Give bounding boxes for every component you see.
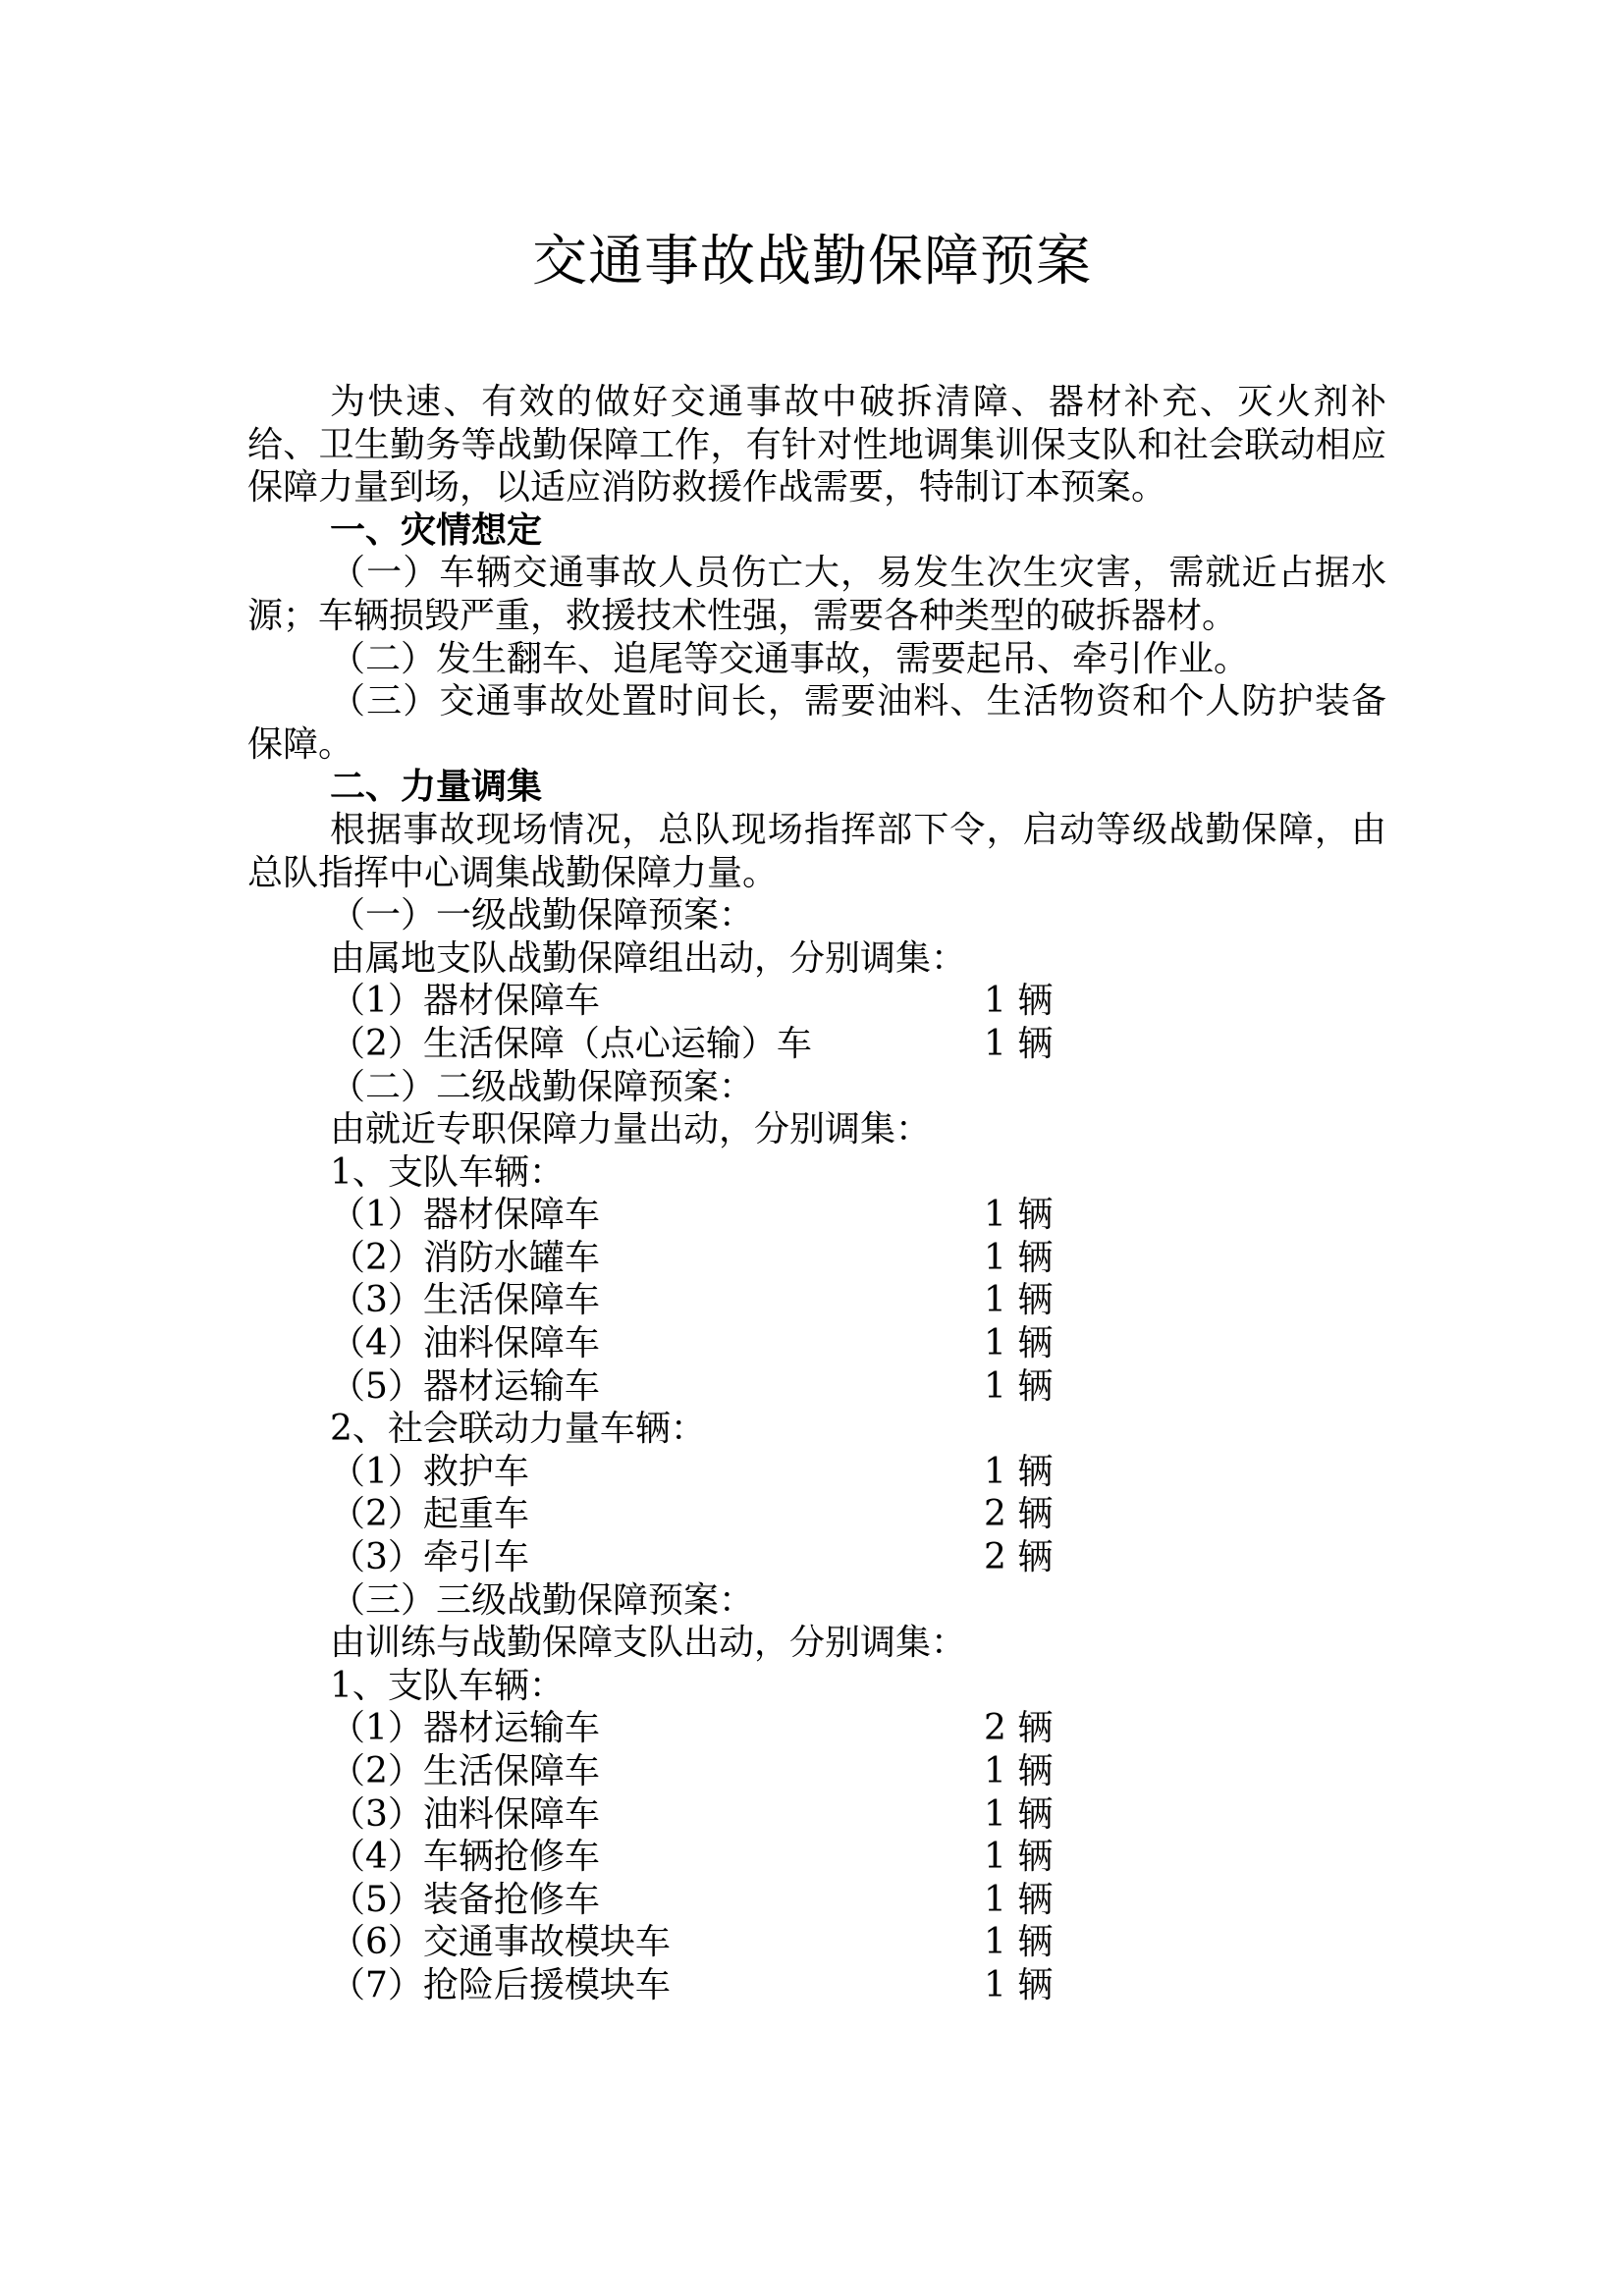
document-body bbox=[247, 381, 1386, 2007]
level-1-desc: 由属地支队战勤保障组出动，分别调集： bbox=[330, 937, 967, 979]
level-2-group-1: 1、支队车辆： bbox=[330, 1151, 565, 1193]
vehicle-item: （5）装备抢修车 1 辆 bbox=[330, 1879, 1054, 1920]
section-2-intro: 根据事故现场情况，总队现场指挥部下令，启动等级战勤保障，由总队指挥中心调集战勤保障力量。 bbox=[247, 809, 1386, 893]
vehicle-item: （2）消防水罐车 1 辆 bbox=[330, 1237, 1054, 1278]
vehicle-item: （2）起重车 2 辆 bbox=[330, 1494, 1054, 1535]
level-3-desc: 由训练与战勤保障支队出动，分别调集： bbox=[330, 1623, 967, 1664]
document-title: 交通事故战勤保障预案 bbox=[532, 230, 1092, 294]
vehicle-item: （5）器材运输车 1 辆 bbox=[330, 1365, 1054, 1407]
vehicle-item: （3）牵引车 2 辆 bbox=[330, 1537, 1054, 1578]
vehicle-item: （7）抢险后援模块车 1 辆 bbox=[330, 1964, 1054, 2005]
vehicle-item: （3）油料保障车 1 辆 bbox=[330, 1793, 1054, 1835]
level-2-vehicle-list-1 bbox=[247, 1194, 1386, 1408]
section-1-paragraph-3: （三）交通事故处置时间长，需要油料、生活物资和个人防护装备保障。 bbox=[247, 681, 1386, 765]
level-1-title: （一）一级战勤保障预案： bbox=[330, 895, 755, 936]
level-2-vehicle-list-2 bbox=[247, 1451, 1386, 1579]
vehicle-item: （1）器材保障车 1 辆 bbox=[330, 1195, 1054, 1236]
section-2-heading: 二、力量调集 bbox=[330, 767, 543, 808]
level-2-group-2: 2、社会联动力量车辆： bbox=[330, 1409, 706, 1450]
vehicle-item: （2）生活保障（点心运输）车 1 辆 bbox=[330, 1023, 1054, 1064]
vehicle-item: （1）器材保障车 1 辆 bbox=[330, 981, 1054, 1022]
level-3-vehicle-list bbox=[247, 1707, 1386, 2006]
level-2-desc: 由就近专职保障力量出动，分别调集： bbox=[330, 1109, 932, 1150]
vehicle-item: （4）油料保障车 1 辆 bbox=[330, 1323, 1054, 1364]
vehicle-item: （6）交通事故模块车 1 辆 bbox=[330, 1922, 1054, 1963]
vehicle-item: （2）生活保障车 1 辆 bbox=[330, 1751, 1054, 1791]
level-3-group-1: 1、支队车辆： bbox=[330, 1665, 565, 1706]
intro-paragraph: 为快速、有效的做好交通事故中破拆清障、器材补充、灭火剂补给、卫生勤务等战勤保障工作，有针对性地调集训保支队和社会联动相应保障力量到场，以适应消防救援作战需要，特制订本预案。 bbox=[247, 382, 1386, 508]
level-1-vehicle-list bbox=[247, 980, 1386, 1065]
section-1-paragraph-2: （二）发生翻车、追尾等交通事故，需要起吊、牵引作业。 bbox=[330, 638, 1250, 679]
section-1-paragraph-1: （一）车辆交通事故人员伤亡大，易发生次生灾害，需就近占据水源；车辆损毁严重，救援技术性强，需要各种类型的破拆器材。 bbox=[247, 553, 1386, 636]
level-2-title: （二）二级战勤保障预案： bbox=[330, 1066, 755, 1107]
vehicle-item: （1）器材运输车 2 辆 bbox=[330, 1708, 1054, 1749]
vehicle-item: （3）生活保障车 1 辆 bbox=[330, 1280, 1054, 1321]
level-3-title: （三）三级战勤保障预案： bbox=[330, 1579, 755, 1621]
section-1-heading: 一、灾情想定 bbox=[330, 509, 543, 551]
vehicle-item: （1）救护车 1 辆 bbox=[330, 1451, 1054, 1492]
vehicle-item: （4）车辆抢修车 1 辆 bbox=[330, 1837, 1054, 1878]
